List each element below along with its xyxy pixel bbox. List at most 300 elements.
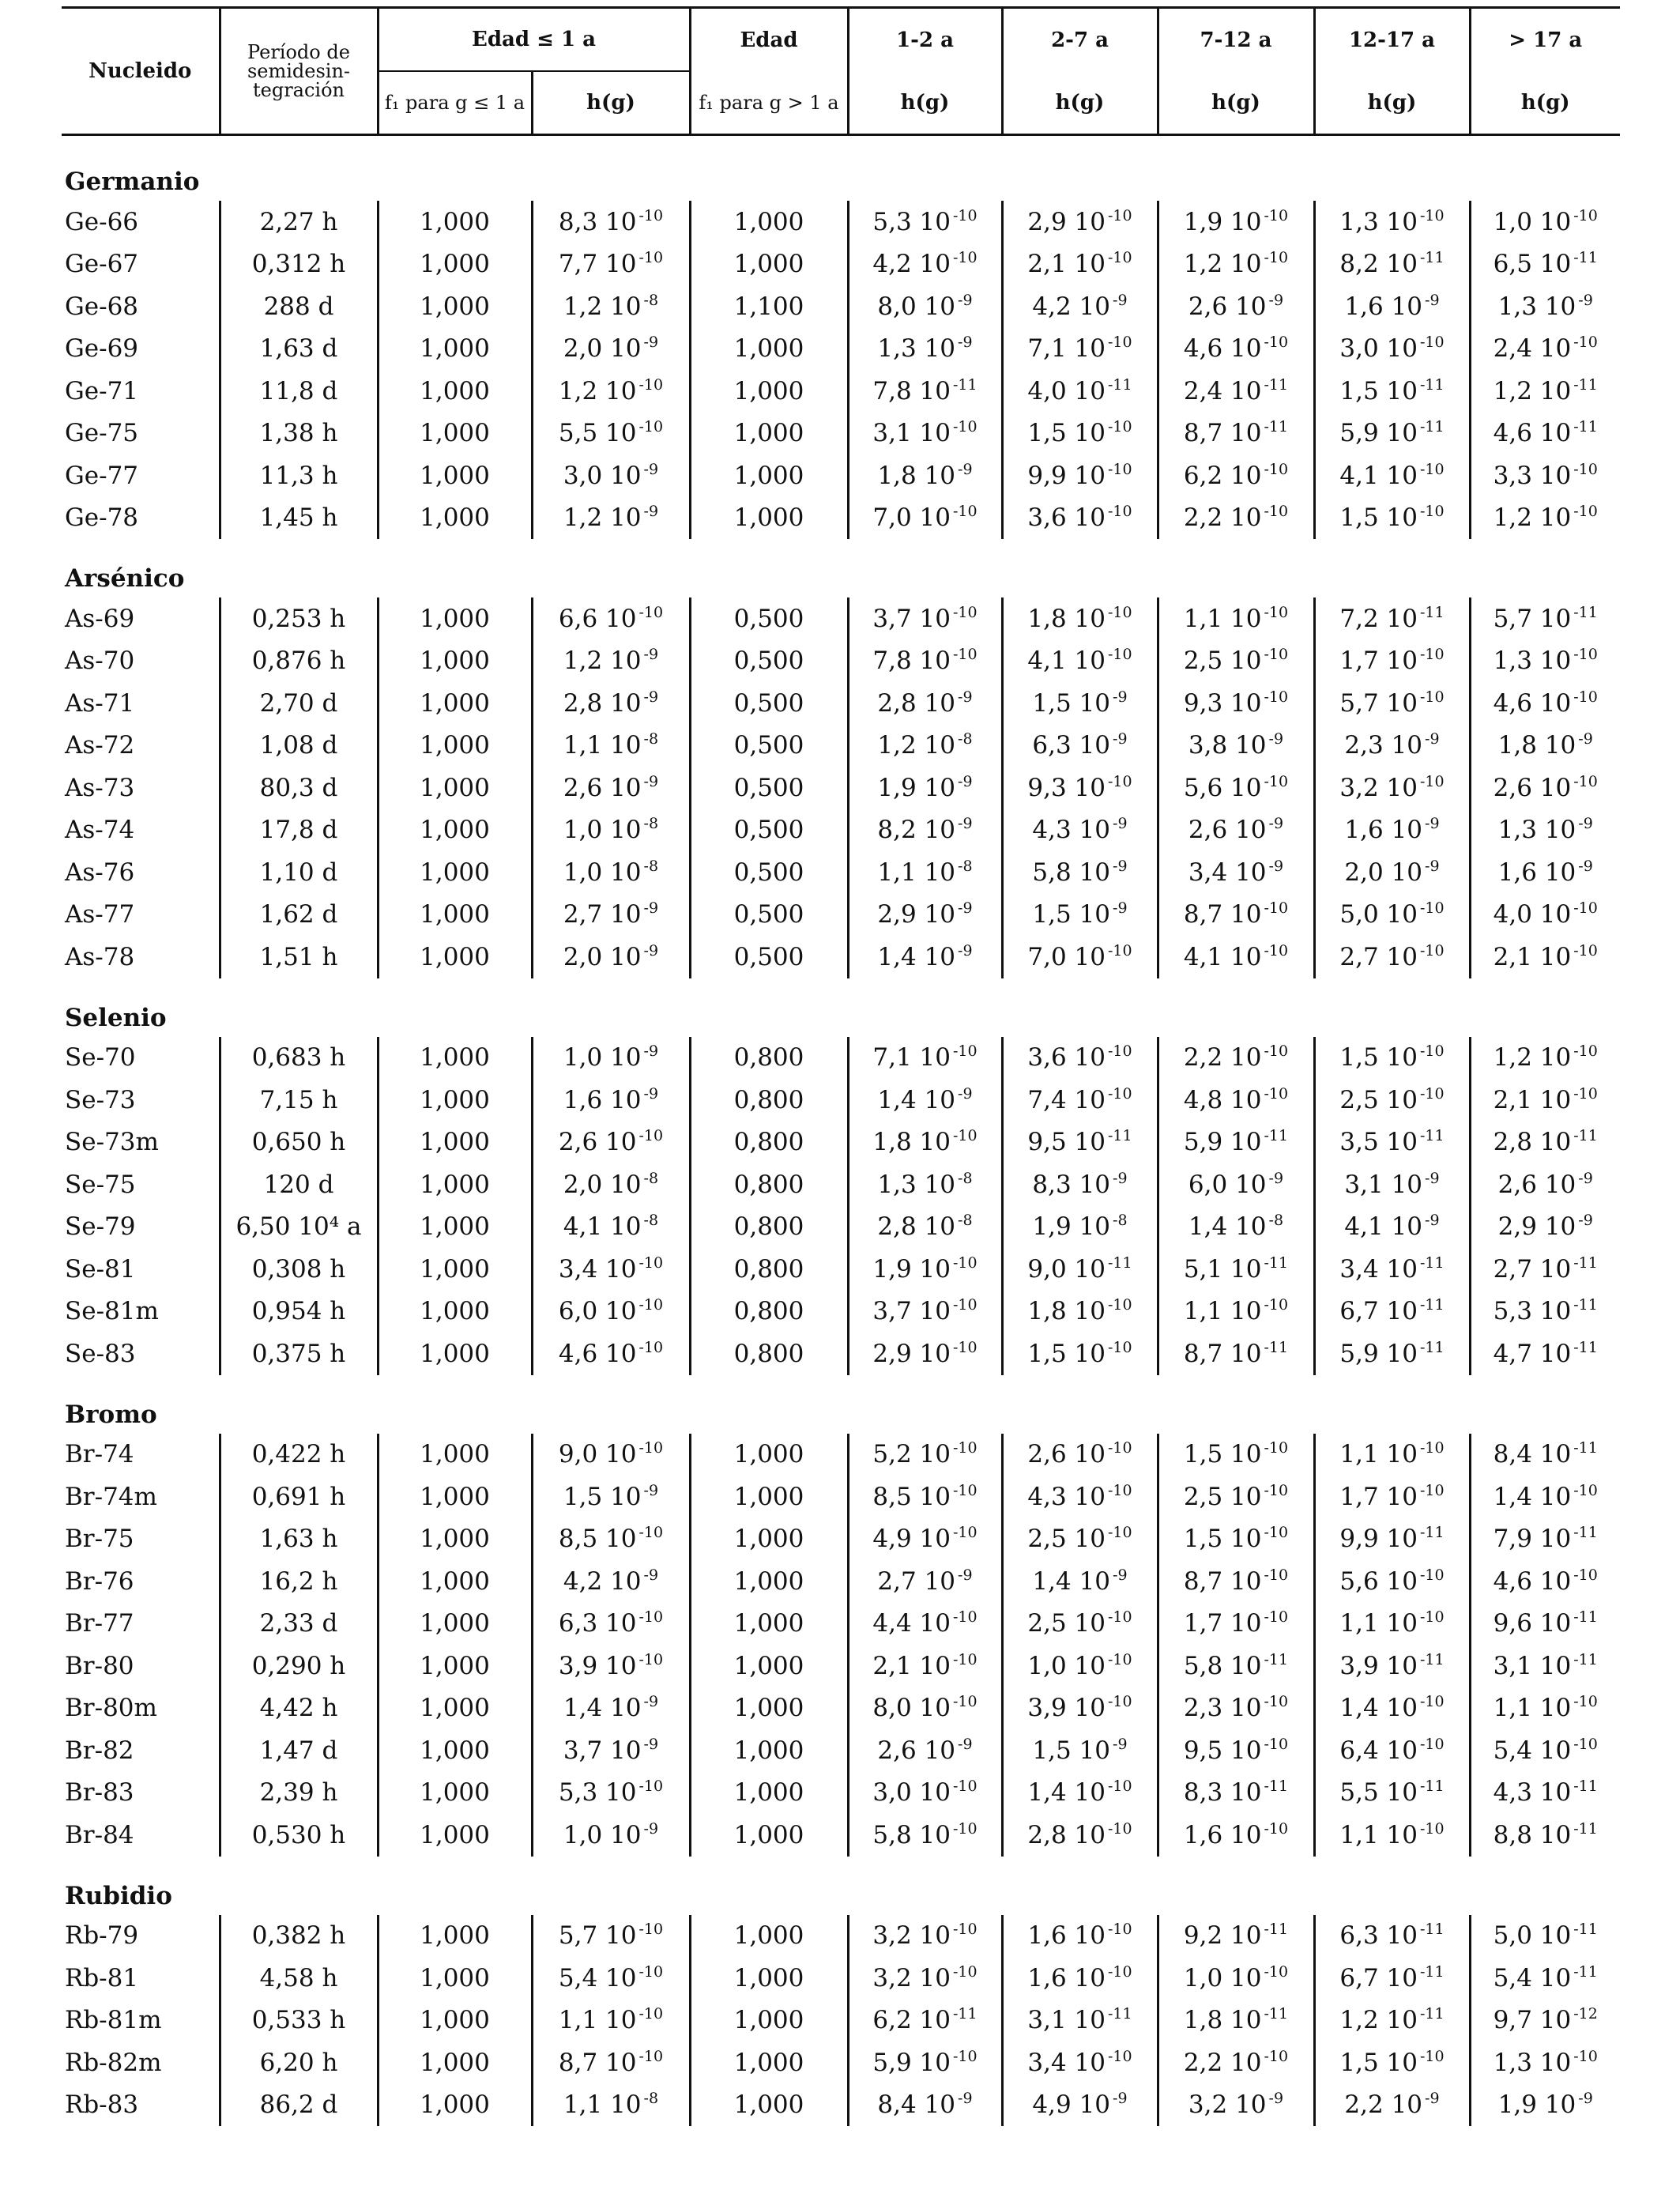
base-ten: 10 — [1378, 1963, 1418, 1992]
nuclide-name: Br-82 — [65, 1736, 134, 1765]
dose-coef-le1 — [532, 1957, 690, 2000]
base-ten: 10 — [1222, 419, 1262, 448]
base-ten: 10 — [1071, 731, 1111, 760]
base-ten: 10 — [1222, 1525, 1262, 1554]
dose-coef-1-2 — [848, 1560, 1002, 1603]
dose-coef-2-7 — [1002, 682, 1158, 725]
base-ten: 10 — [911, 1254, 951, 1284]
mantissa: 8,5 — [872, 1482, 912, 1511]
f1-infant: 1,000 — [378, 767, 532, 809]
half-life: 120 d — [220, 1163, 378, 1206]
base-ten: 10 — [911, 1651, 951, 1680]
base-ten: 10 — [911, 207, 951, 236]
mantissa: 4,2 — [1032, 292, 1072, 321]
mantissa: 2,5 — [1027, 1525, 1067, 1554]
nuclide-name: Rb-81 — [65, 1963, 139, 1992]
dose-coef-le1 — [532, 454, 690, 497]
dose-coef-gt17 — [1470, 1122, 1620, 1164]
base-ten: 10 — [1066, 1043, 1106, 1072]
base-ten: 10 — [597, 2006, 637, 2035]
exponent: -10 — [953, 1481, 977, 1499]
nuclide-name: Ge-77 — [65, 461, 139, 490]
exponent: -10 — [638, 2047, 664, 2065]
mantissa: 3,1 — [1027, 2006, 1067, 2035]
mantissa: 4,3 — [1493, 1778, 1532, 1808]
dose-coef-1-2 — [848, 2084, 1002, 2127]
mantissa: 1,4 — [877, 1085, 917, 1114]
dose-coef-12-17 — [1314, 2084, 1470, 2127]
exponent: -10 — [638, 2005, 664, 2023]
exponent: -10 — [1573, 1042, 1598, 1061]
table-row — [62, 1079, 1620, 1122]
dose-coef-12-17 — [1314, 1037, 1470, 1080]
exponent: -10 — [1264, 1042, 1289, 1061]
base-ten: 10 — [1378, 1525, 1418, 1554]
base-ten: 10 — [602, 1694, 642, 1723]
half-life: 0,530 h — [220, 1814, 378, 1857]
base-ten: 10 — [1066, 1440, 1106, 1469]
f1-infant: 1,000 — [378, 2000, 532, 2042]
mantissa: 1,5 — [1339, 2048, 1379, 2077]
dose-coef-gt17 — [1470, 413, 1620, 455]
f1-older: 0,500 — [690, 682, 848, 725]
table-row — [62, 1560, 1620, 1603]
mantissa: 4,7 — [1493, 1339, 1532, 1368]
mantissa: 2,9 — [1027, 207, 1067, 236]
mantissa: 2,8 — [1493, 1128, 1532, 1157]
dose-coef-1-2 — [848, 1122, 1002, 1164]
exponent: -9 — [1113, 815, 1128, 833]
half-life: 1,63 d — [220, 328, 378, 371]
dose-coef-2-7 — [1002, 2041, 1158, 2084]
dose-coef-gt17 — [1470, 894, 1620, 937]
dose-coef-le1 — [532, 1333, 690, 1375]
base-ten: 10 — [911, 2048, 951, 2077]
base-ten: 10 — [1227, 1170, 1267, 1199]
mantissa: 5,9 — [1339, 419, 1379, 448]
mantissa: 1,5 — [1032, 900, 1072, 929]
base-ten: 10 — [1531, 1085, 1572, 1114]
dose-coef-gt17 — [1470, 767, 1620, 809]
exponent: -10 — [953, 1439, 977, 1457]
f1-infant: 1,000 — [378, 851, 532, 894]
half-life: 17,8 d — [220, 809, 378, 852]
base-ten: 10 — [602, 647, 642, 676]
exponent: -8 — [643, 730, 659, 748]
mantissa: 2,8 — [1027, 1820, 1067, 1849]
mantissa: 9,2 — [1183, 1921, 1223, 1951]
exponent: -10 — [1108, 1650, 1132, 1668]
mantissa: 5,2 — [872, 1440, 912, 1469]
dose-coef-7-12 — [1158, 725, 1314, 767]
exponent: -10 — [1108, 603, 1132, 621]
mantissa: 1,8 — [1183, 2006, 1223, 2035]
base-ten: 10 — [911, 1482, 951, 1511]
table-row — [62, 1163, 1620, 1206]
exponent: -10 — [1264, 899, 1289, 918]
dose-coef-2-7 — [1002, 2000, 1158, 2042]
exponent: -8 — [958, 1212, 973, 1230]
dose-coef-1-2 — [848, 851, 1002, 894]
base-ten: 10 — [602, 292, 642, 321]
dose-coef-1-2 — [848, 725, 1002, 767]
exponent: -10 — [1573, 1481, 1598, 1499]
f1-older: 1,000 — [690, 1729, 848, 1772]
f1-older: 0,500 — [690, 851, 848, 894]
dose-coef-le1 — [532, 1434, 690, 1476]
mantissa: 8,3 — [558, 207, 598, 236]
base-ten: 10 — [916, 858, 956, 887]
base-ten: 10 — [911, 419, 951, 448]
base-ten: 10 — [602, 816, 642, 845]
dose-coef-gt17 — [1470, 201, 1620, 243]
dose-coef-gt17 — [1470, 1603, 1620, 1646]
mantissa: 3,8 — [1188, 731, 1228, 760]
base-ten: 10 — [1227, 1212, 1267, 1242]
dose-coef-gt17 — [1470, 1163, 1620, 1206]
exponent: -10 — [1264, 1084, 1289, 1103]
exponent: -8 — [643, 1212, 659, 1230]
header-periodo: Período de semidesin- tegración — [220, 8, 378, 135]
mantissa: 1,0 — [563, 1043, 603, 1072]
mantissa: 7,8 — [872, 376, 912, 405]
exponent: -9 — [643, 688, 659, 706]
dose-coef-gt17 — [1470, 1772, 1620, 1815]
base-ten: 10 — [1222, 1043, 1262, 1072]
exponent: -8 — [643, 291, 659, 309]
exponent: -9 — [958, 772, 973, 790]
dose-coef-7-12 — [1158, 1957, 1314, 2000]
base-ten: 10 — [1222, 942, 1262, 971]
mantissa: 1,0 — [1183, 1963, 1223, 1992]
dose-coef-2-7 — [1002, 1037, 1158, 1080]
dose-coef-gt17 — [1470, 1206, 1620, 1249]
exponent: -9 — [1113, 1566, 1128, 1584]
dose-coef-7-12 — [1158, 809, 1314, 852]
mantissa: 5,4 — [1493, 1963, 1532, 1992]
base-ten: 10 — [911, 1297, 951, 1326]
exponent: -9 — [643, 899, 659, 918]
mantissa: 2,7 — [563, 900, 603, 929]
exponent: -11 — [1573, 1524, 1598, 1542]
mantissa: 1,2 — [1493, 503, 1532, 533]
base-ten: 10 — [1066, 1482, 1106, 1511]
mantissa: 1,4 — [1339, 1694, 1379, 1723]
mantissa: 1,2 — [1493, 376, 1532, 405]
dose-coef-2-7 — [1002, 1645, 1158, 1687]
mantissa: 1,0 — [1493, 207, 1532, 236]
mantissa: 8,7 — [1183, 419, 1223, 448]
base-ten: 10 — [911, 1778, 951, 1808]
mantissa: 4,1 — [563, 1212, 603, 1242]
exponent: -10 — [953, 1524, 977, 1542]
exponent: -10 — [953, 503, 977, 521]
mantissa: 1,1 — [1493, 1694, 1532, 1723]
exponent: -9 — [1113, 2090, 1128, 2108]
mantissa: 1,5 — [1032, 688, 1072, 718]
half-life: 0,691 h — [220, 1476, 378, 1518]
nuclide-name: Ge-75 — [65, 419, 139, 448]
dose-coef-7-12 — [1158, 201, 1314, 243]
element-group-name: Arsénico — [65, 564, 185, 593]
mantissa: 2,2 — [1183, 2048, 1223, 2077]
header-age-7-12: 7-12 a — [1158, 8, 1314, 72]
base-ten: 10 — [1378, 900, 1418, 929]
mantissa: 1,7 — [1339, 647, 1379, 676]
exponent: -11 — [1420, 1777, 1445, 1796]
dose-coef-7-12 — [1158, 1248, 1314, 1291]
mantissa: 5,5 — [1339, 1778, 1379, 1808]
exponent: -11 — [1573, 1777, 1598, 1796]
dose-coef-7-12 — [1158, 1814, 1314, 1857]
base-ten: 10 — [1378, 1566, 1418, 1596]
half-life: 0,533 h — [220, 2000, 378, 2042]
mantissa: 1,4 — [1188, 1212, 1228, 1242]
exponent: -10 — [638, 1921, 664, 1939]
half-life: 2,33 d — [220, 1603, 378, 1646]
nuclide-name: Se-81 — [65, 1254, 136, 1284]
mantissa: 2,1 — [1027, 250, 1067, 279]
base-ten: 10 — [1531, 376, 1572, 405]
f1-infant: 1,000 — [378, 725, 532, 767]
half-life: 0,650 h — [220, 1122, 378, 1164]
mantissa: 8,2 — [1339, 250, 1379, 279]
base-ten: 10 — [911, 1339, 951, 1368]
mantissa: 7,0 — [1027, 942, 1067, 971]
nuclide-name: Se-70 — [65, 1043, 136, 1072]
mantissa: 1,5 — [1183, 1525, 1223, 1554]
dose-coef-7-12 — [1158, 1122, 1314, 1164]
table-row — [62, 2000, 1620, 2042]
dose-coef-7-12 — [1158, 1518, 1314, 1561]
exponent: -9 — [643, 1084, 659, 1103]
mantissa: 3,1 — [1493, 1651, 1532, 1680]
element-group-name: Rubidio — [65, 1881, 172, 1910]
base-ten: 10 — [1531, 1043, 1572, 1072]
exponent: -10 — [1108, 1608, 1132, 1627]
mantissa: 1,3 — [1339, 207, 1379, 236]
f1-infant: 1,000 — [378, 1476, 532, 1518]
exponent: -10 — [1108, 418, 1132, 436]
exponent: -9 — [958, 1566, 973, 1584]
nuclide-name: Ge-78 — [65, 503, 139, 533]
mantissa: 2,8 — [877, 688, 917, 718]
mantissa: 3,4 — [1027, 2048, 1067, 2077]
exponent: -10 — [1573, 1084, 1598, 1103]
mantissa: 3,1 — [1344, 1170, 1384, 1199]
mantissa: 9,5 — [1183, 1736, 1223, 1765]
mantissa: 7,1 — [1027, 334, 1067, 364]
exponent: -10 — [1264, 2047, 1289, 2065]
dose-coef-1-2 — [848, 1518, 1002, 1561]
exponent: -9 — [643, 1042, 659, 1061]
dose-coef-2-7 — [1002, 201, 1158, 243]
exponent: -11 — [1264, 1338, 1289, 1356]
table-row — [62, 243, 1620, 286]
exponent: -9 — [1113, 688, 1128, 706]
mantissa: 2,2 — [1183, 503, 1223, 533]
dose-coef-2-7 — [1002, 413, 1158, 455]
exponent: -9 — [1578, 730, 1593, 748]
dose-coef-le1 — [532, 682, 690, 725]
f1-infant: 1,000 — [378, 598, 532, 640]
mantissa: 3,0 — [563, 461, 603, 490]
mantissa: 1,8 — [1027, 604, 1067, 633]
f1-older: 0,800 — [690, 1122, 848, 1164]
exponent: -9 — [643, 1566, 659, 1584]
exponent: -9 — [1113, 291, 1128, 309]
base-ten: 10 — [1071, 1212, 1111, 1242]
base-ten: 10 — [1066, 1525, 1106, 1554]
table-row — [62, 682, 1620, 725]
dose-coef-1-2 — [848, 1037, 1002, 1080]
f1-older: 1,000 — [690, 201, 848, 243]
mantissa: 2,3 — [1344, 731, 1384, 760]
mantissa: 3,2 — [1188, 2090, 1228, 2120]
base-ten: 10 — [602, 503, 642, 533]
f1-infant: 1,000 — [378, 370, 532, 413]
exponent: -10 — [1264, 249, 1289, 267]
base-ten: 10 — [1066, 207, 1106, 236]
base-ten: 10 — [1378, 207, 1418, 236]
dose-coef-2-7 — [1002, 1915, 1158, 1958]
table-body — [62, 135, 1620, 2127]
mantissa: 1,9 — [1032, 1212, 1072, 1242]
half-life: 80,3 d — [220, 767, 378, 809]
mantissa: 2,9 — [872, 1339, 912, 1368]
mantissa: 3,2 — [872, 1963, 912, 1992]
base-ten: 10 — [1066, 1651, 1106, 1680]
mantissa: 1,0 — [563, 816, 603, 845]
mantissa: 4,3 — [1032, 816, 1072, 845]
exponent: -10 — [1420, 688, 1445, 706]
exponent: -9 — [958, 460, 973, 478]
dose-coef-2-7 — [1002, 285, 1158, 328]
dose-coef-gt17 — [1470, 1729, 1620, 1772]
exponent: -11 — [1264, 1650, 1289, 1668]
base-ten: 10 — [1378, 1339, 1418, 1368]
base-ten: 10 — [916, 1170, 956, 1199]
base-ten: 10 — [1378, 1736, 1418, 1765]
exponent: -10 — [1264, 688, 1289, 706]
dose-coef-2-7 — [1002, 1079, 1158, 1122]
mantissa: 6,0 — [1188, 1170, 1228, 1199]
base-ten: 10 — [1531, 1651, 1572, 1680]
dose-coef-2-7 — [1002, 497, 1158, 540]
base-ten: 10 — [1531, 1482, 1572, 1511]
base-ten: 10 — [1066, 1609, 1106, 1638]
exponent: -9 — [1578, 857, 1593, 875]
base-ten: 10 — [916, 1736, 956, 1765]
exponent: -10 — [1264, 460, 1289, 478]
exponent: -9 — [643, 646, 659, 664]
base-ten: 10 — [1066, 419, 1106, 448]
base-ten: 10 — [1222, 334, 1262, 364]
base-ten: 10 — [911, 1963, 951, 1992]
table-row — [62, 328, 1620, 371]
nuclide-name: As-71 — [65, 688, 135, 718]
dose-coef-1-2 — [848, 1333, 1002, 1375]
mantissa: 1,5 — [1027, 1339, 1067, 1368]
mantissa: 4,1 — [1027, 647, 1067, 676]
f1-older: 1,000 — [690, 328, 848, 371]
exponent: -10 — [1108, 1481, 1132, 1499]
exponent: -10 — [638, 418, 664, 436]
exponent: -11 — [1108, 375, 1132, 394]
f1-older: 0,500 — [690, 725, 848, 767]
base-ten: 10 — [597, 2048, 637, 2077]
dose-coef-gt17 — [1470, 851, 1620, 894]
header-age-12-17: 12-17 a — [1314, 8, 1470, 72]
dose-coef-7-12 — [1158, 640, 1314, 683]
dose-coef-2-7 — [1002, 1248, 1158, 1291]
dose-coefficient-table — [62, 6, 1620, 2126]
mantissa: 1,6 — [1344, 292, 1384, 321]
base-ten: 10 — [1383, 292, 1423, 321]
mantissa: 6,7 — [1339, 1297, 1379, 1326]
exponent: -8 — [643, 2090, 659, 2108]
base-ten: 10 — [1378, 1128, 1418, 1157]
base-ten: 10 — [1531, 773, 1572, 802]
base-ten: 10 — [597, 207, 637, 236]
table-row — [62, 725, 1620, 767]
mantissa: 1,8 — [1027, 1297, 1067, 1326]
base-ten: 10 — [916, 334, 956, 364]
dose-coef-2-7 — [1002, 1163, 1158, 1206]
base-ten: 10 — [911, 1043, 951, 1072]
dose-coef-12-17 — [1314, 767, 1470, 809]
half-life: 0,954 h — [220, 1291, 378, 1333]
dose-coef-gt17 — [1470, 682, 1620, 725]
exponent: -10 — [953, 1819, 977, 1838]
dose-coef-gt17 — [1470, 1434, 1620, 1476]
half-life: 16,2 h — [220, 1560, 378, 1603]
mantissa: 2,6 — [563, 773, 603, 802]
base-ten: 10 — [1531, 1736, 1572, 1765]
exponent: -10 — [1573, 899, 1598, 918]
base-ten: 10 — [1531, 1297, 1572, 1326]
mantissa: 6,7 — [1339, 1963, 1379, 1992]
mantissa: 5,9 — [872, 2048, 912, 2077]
nuclide-name: As-70 — [65, 647, 135, 676]
mantissa: 1,3 — [877, 1170, 917, 1199]
element-group-name: Selenio — [65, 1003, 167, 1032]
base-ten: 10 — [1378, 376, 1418, 405]
dose-coef-1-2 — [848, 285, 1002, 328]
mantissa: 1,1 — [1183, 1297, 1223, 1326]
dose-coef-12-17 — [1314, 894, 1470, 937]
f1-older: 1,100 — [690, 285, 848, 328]
mantissa: 4,6 — [1493, 688, 1532, 718]
element-group-row — [62, 978, 1620, 1037]
dose-coef-12-17 — [1314, 1248, 1470, 1291]
mantissa: 1,1 — [558, 2006, 598, 2035]
dose-coef-12-17 — [1314, 454, 1470, 497]
dose-coef-12-17 — [1314, 1291, 1470, 1333]
dose-coef-2-7 — [1002, 851, 1158, 894]
mantissa: 7,0 — [872, 503, 912, 533]
base-ten: 10 — [1378, 461, 1418, 490]
exponent: -11 — [1264, 1127, 1289, 1145]
header-age-2-7: 2-7 a — [1002, 8, 1158, 72]
dose-coef-le1 — [532, 1814, 690, 1857]
dose-coef-1-2 — [848, 1248, 1002, 1291]
mantissa: 1,5 — [1032, 1736, 1072, 1765]
base-ten: 10 — [1531, 1525, 1572, 1554]
mantissa: 6,4 — [1339, 1736, 1379, 1765]
exponent: -10 — [1264, 603, 1289, 621]
exponent: -11 — [1108, 1127, 1132, 1145]
